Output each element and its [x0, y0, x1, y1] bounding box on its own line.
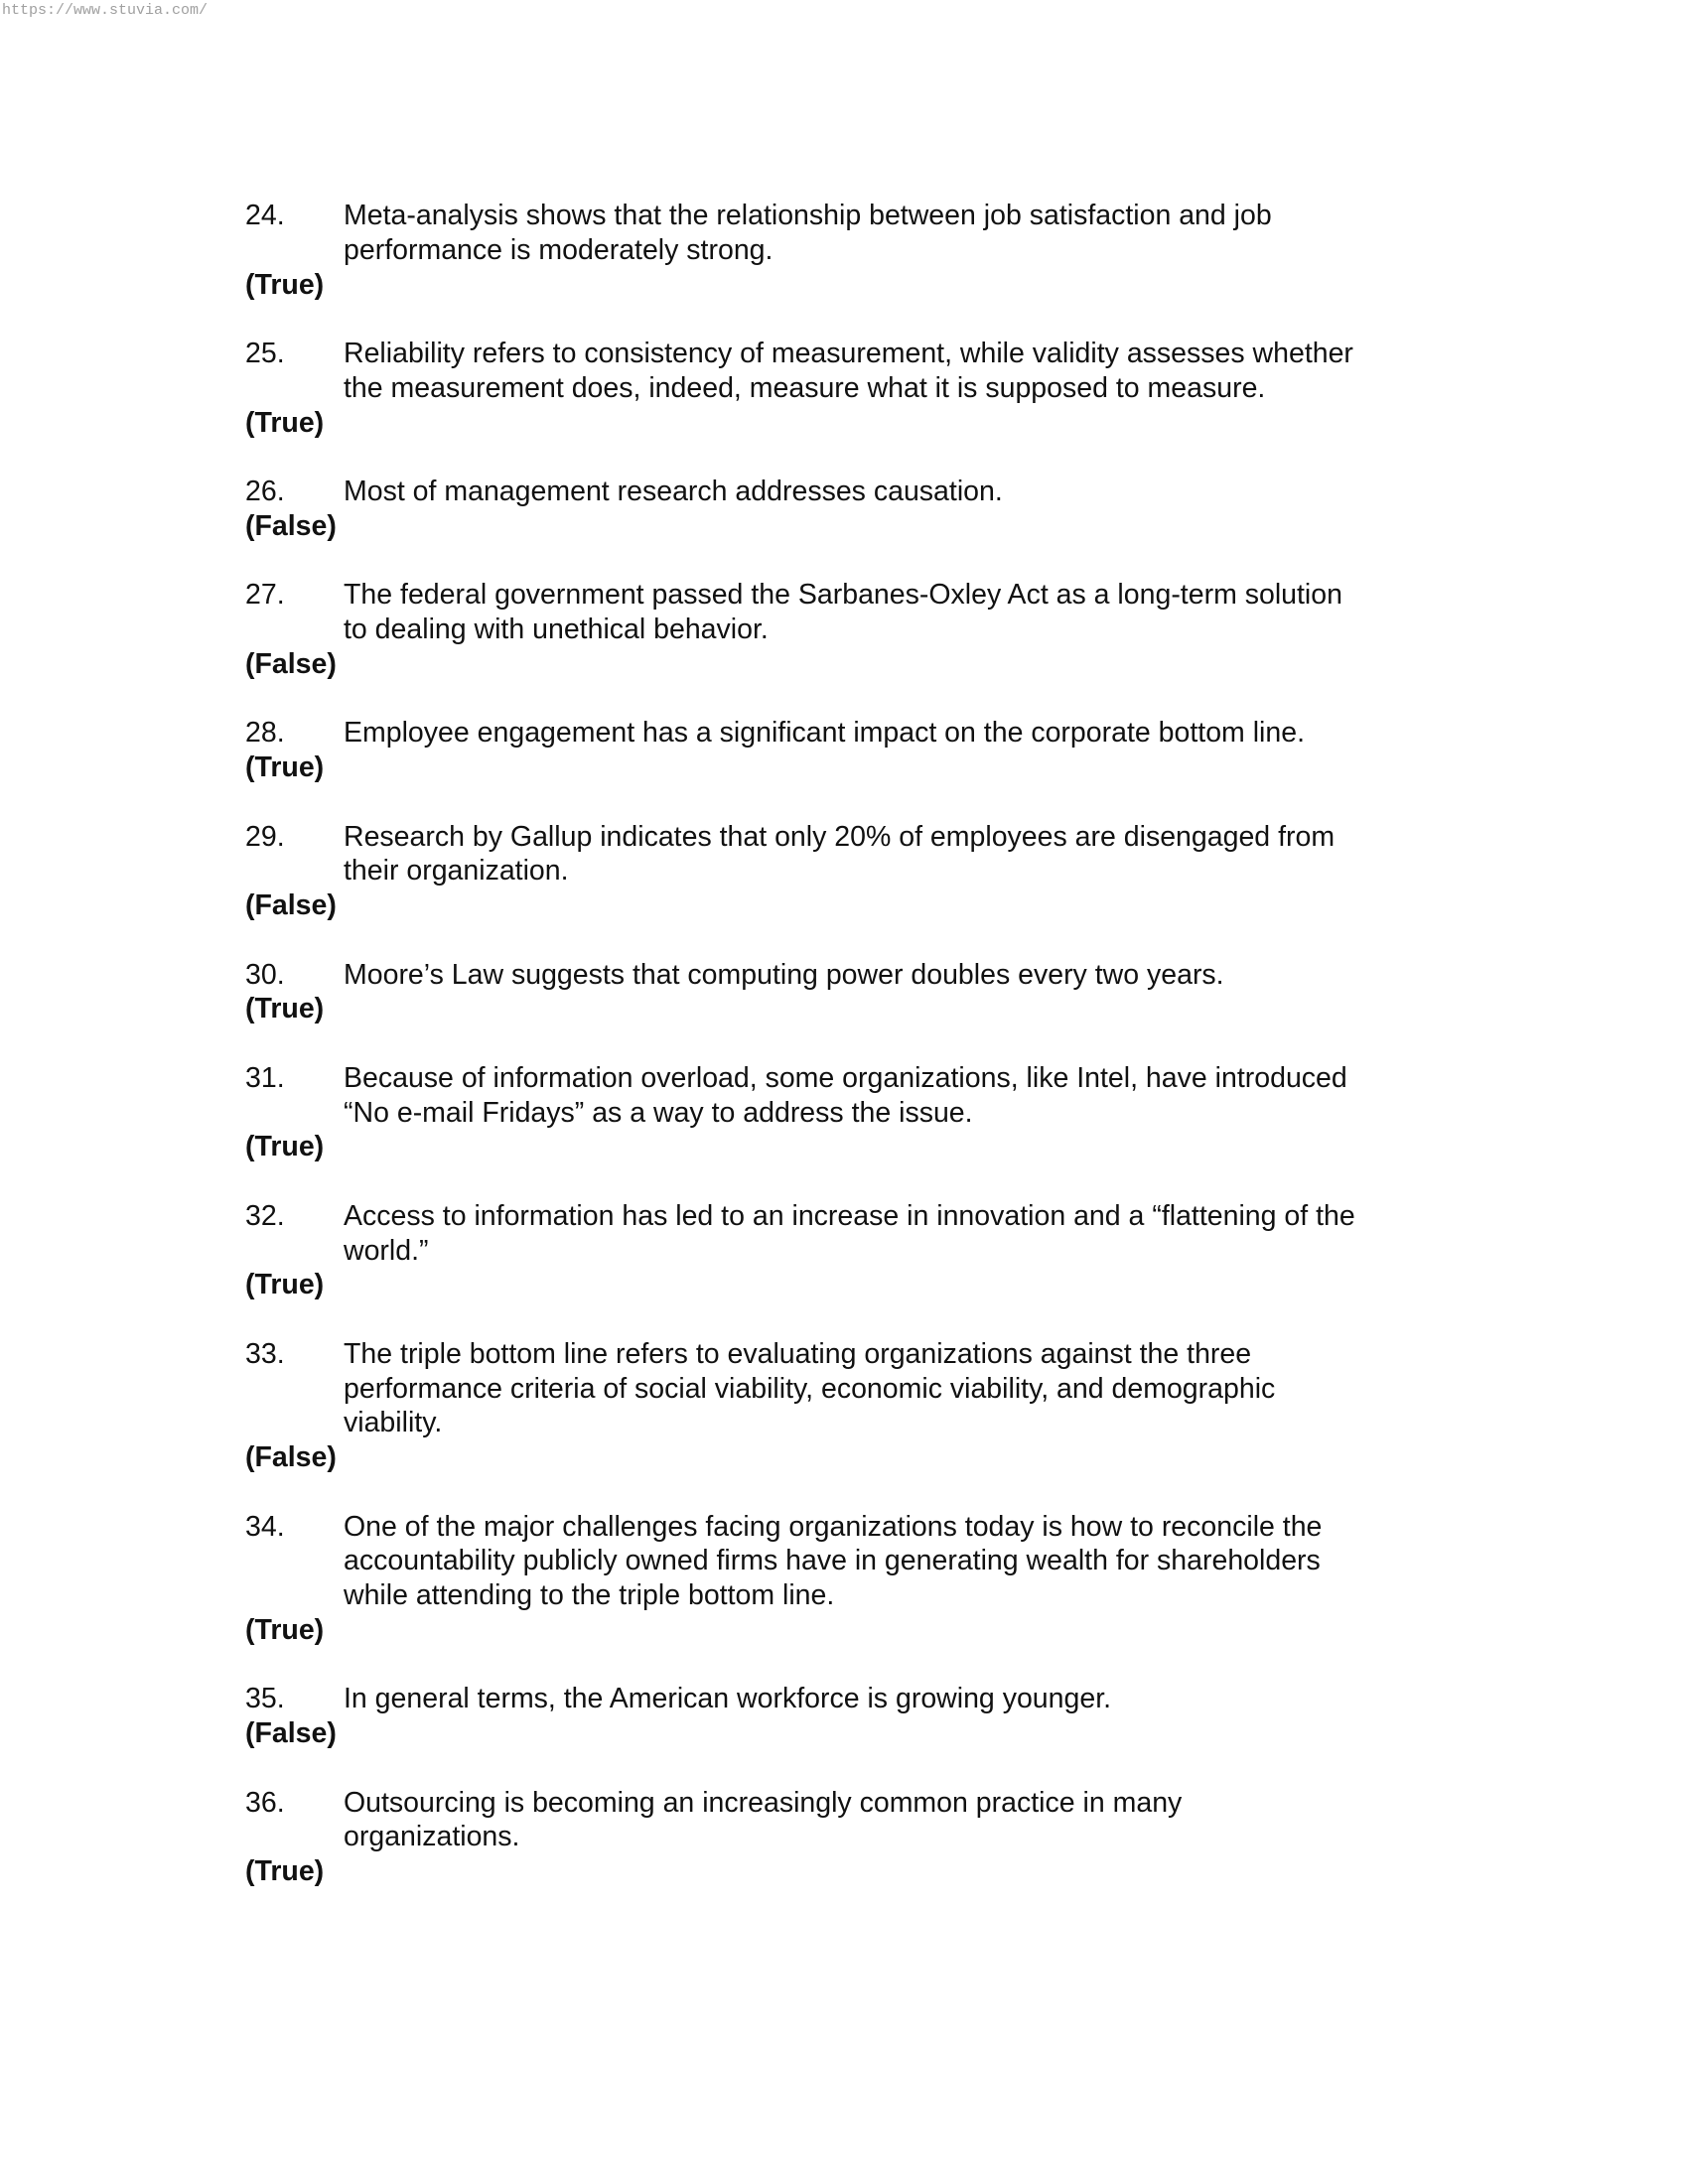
- question-item: [245, 1199, 1486, 1302]
- question: [245, 1786, 1486, 1855]
- question-text: [344, 1337, 1275, 1440]
- answer: (True): [245, 406, 325, 439]
- source-url: https://www.stuvia.com/: [2, 2, 209, 19]
- answer: (True): [245, 1269, 325, 1301]
- question-item: [245, 716, 1486, 785]
- question-text-line: while attending to the triple bottom line.: [344, 1579, 835, 1611]
- question-text: [344, 1061, 1347, 1131]
- question: [245, 1682, 1486, 1716]
- answer: (True): [245, 268, 325, 301]
- question-text: [344, 1682, 1111, 1716]
- question-item: [245, 578, 1486, 681]
- question-item: [245, 1061, 1486, 1164]
- answer: (True): [245, 1131, 325, 1163]
- question-item: [245, 1682, 1486, 1751]
- question-text-line: viability.: [344, 1407, 443, 1439]
- question-number: 30.: [245, 958, 285, 991]
- question: [245, 475, 1486, 509]
- question-text: [344, 1786, 1182, 1855]
- question-item: [245, 1786, 1486, 1889]
- question-item: [245, 958, 1486, 1027]
- question: [245, 337, 1486, 406]
- question: [245, 1061, 1486, 1131]
- question-text-line: One of the major challenges facing organizations today is how to reconcile the: [344, 1510, 1323, 1543]
- question-number: 35.: [245, 1683, 285, 1715]
- question-number: 36.: [245, 1786, 285, 1819]
- question-text: [344, 578, 1342, 647]
- question: [245, 820, 1486, 889]
- question-item: [245, 1337, 1486, 1475]
- question-text-line: Employee engagement has a significant impact on the corporate bottom line.: [344, 717, 1305, 750]
- question: [245, 199, 1486, 268]
- question-text-line: Access to information has led to an increase in innovation and a “flattening of the: [344, 1199, 1355, 1232]
- question: [245, 1510, 1486, 1613]
- question-text-line: Research by Gallup indicates that only 20% of employees are disengaged from: [344, 820, 1336, 853]
- question-number: 34.: [245, 1510, 285, 1543]
- answer: (False): [245, 509, 337, 542]
- answer: (False): [245, 647, 337, 680]
- question-text-line: their organization.: [344, 855, 569, 887]
- question-text: [344, 820, 1335, 889]
- question-item: [245, 820, 1486, 923]
- question-number: 27.: [245, 579, 285, 612]
- answer: (True): [245, 751, 325, 783]
- question-text-line: The federal government passed the Sarbanes-Oxley Act as a long-term solution: [344, 579, 1342, 612]
- question-text: [344, 958, 1224, 993]
- question-list: [245, 199, 1486, 1924]
- question-text-line: Most of management research addresses causation.: [344, 476, 1003, 507]
- answer: (False): [245, 1441, 337, 1473]
- question-text-line: to dealing with unethical behavior.: [344, 614, 769, 645]
- answer: (True): [245, 1855, 325, 1887]
- question-text-line: In general terms, the American workforce is growing younger.: [344, 1683, 1112, 1715]
- question-item: [245, 1510, 1486, 1648]
- question-number: 33.: [245, 1337, 285, 1370]
- question-text: [344, 716, 1305, 751]
- question: [245, 1199, 1486, 1269]
- question-item: [245, 337, 1486, 440]
- question-number: 26.: [245, 476, 285, 507]
- question-text-line: Because of information overload, some organizations, like Intel, have introduced: [344, 1061, 1347, 1094]
- question: [245, 716, 1486, 751]
- question-text: [344, 1510, 1322, 1613]
- question-text-line: performance criteria of social viability, economic viability, and demographic: [344, 1372, 1276, 1405]
- question-text-line: accountability publicly owned firms have in generating wealth for shareholders: [344, 1545, 1321, 1577]
- question-text-line: The triple bottom line refers to evaluating organizations against the three: [344, 1337, 1252, 1370]
- question-number: 28.: [245, 717, 285, 750]
- question-item: [245, 475, 1486, 544]
- question-text: [344, 199, 1272, 268]
- question-number: 32.: [245, 1199, 285, 1232]
- question-number: 29.: [245, 820, 285, 853]
- question-item: [245, 199, 1486, 302]
- answer: (False): [245, 889, 337, 921]
- question-text-line: the measurement does, indeed, measure what it is supposed to measure.: [344, 371, 1266, 404]
- question-text-line: Outsourcing is becoming an increasingly common practice in many: [344, 1786, 1183, 1819]
- question-text: [344, 1199, 1355, 1269]
- question-number: 31.: [245, 1061, 285, 1094]
- question-text-line: Reliability refers to consistency of measurement, while validity assesses whether: [344, 338, 1353, 369]
- question-text: [344, 475, 1003, 509]
- question-text-line: Meta-analysis shows that the relationship between job satisfaction and job: [344, 200, 1272, 231]
- answer: (False): [245, 1717, 337, 1749]
- question-number: 25.: [245, 338, 285, 369]
- question-text-line: Moore’s Law suggests that computing power doubles every two years.: [344, 958, 1224, 991]
- answer: (True): [245, 993, 325, 1025]
- question-text-line: world.”: [344, 1234, 429, 1267]
- question: [245, 958, 1486, 993]
- question-number: 24.: [245, 200, 285, 231]
- question-text-line: “No e-mail Fridays” as a way to address the issue.: [344, 1096, 973, 1129]
- answer: (True): [245, 1613, 325, 1646]
- question: [245, 1337, 1486, 1440]
- question-text: [344, 337, 1353, 406]
- question: [245, 578, 1486, 647]
- question-text-line: organizations.: [344, 1821, 520, 1853]
- question-text-line: performance is moderately strong.: [344, 233, 774, 266]
